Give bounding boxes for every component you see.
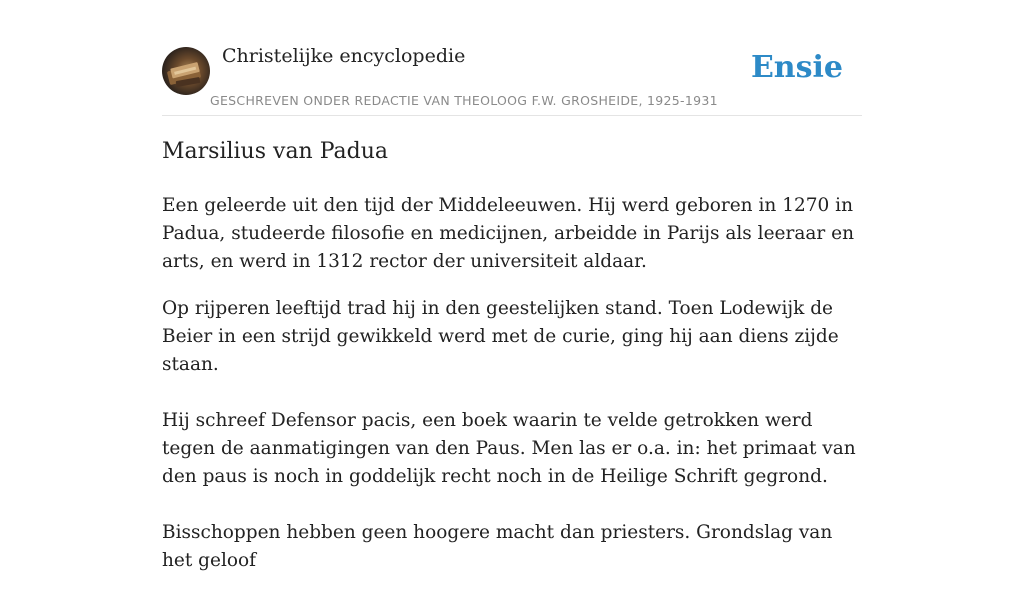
encyclopedia-avatar[interactable] [162,47,210,95]
site-header [162,0,862,116]
article-paragraph: Een geleerde uit den tijd der Middeleeuwen. Hij werd geboren in 1270 in Padua, studeerde filosofie en medicijnen, arbeidde in Parijs als leeraar en arts, en werd in 1312 rector der universiteit aldaar. [162,195,854,272]
article-body [162,192,862,594]
book-photo-icon [162,47,210,95]
article-paragraph: Op rijperen leeftijd trad hij in den geestelijken stand. Toen Lodewijk de Beier in een strijd gewikkeld werd met de curie, ging hij aan diens zijde staan. [162,298,839,375]
site-title[interactable]: Christelijke encyclopedie [222,45,466,67]
page [162,0,862,571]
site-subtitle: GESCHREVEN ONDER REDACTIE VAN THEOLOOG F.W. GROSHEIDE, 1925-1931 [210,93,718,108]
article-title: Marsilius van Padua [162,139,389,164]
article-paragraph: Bisschoppen hebben geen hoogere macht dan priesters. Grondslag van het geloof [162,522,833,571]
article-paragraph: Hij schreef Defensor pacis, een boek waarin te velde getrokken werd tegen de aanmatigingen van den Paus. Men las er o.a. in: het primaat van den paus is noch in goddelijk recht noch in de Heilige Schrift gegrond. [162,410,856,487]
ensie-logo[interactable]: Ensie [750,50,843,85]
